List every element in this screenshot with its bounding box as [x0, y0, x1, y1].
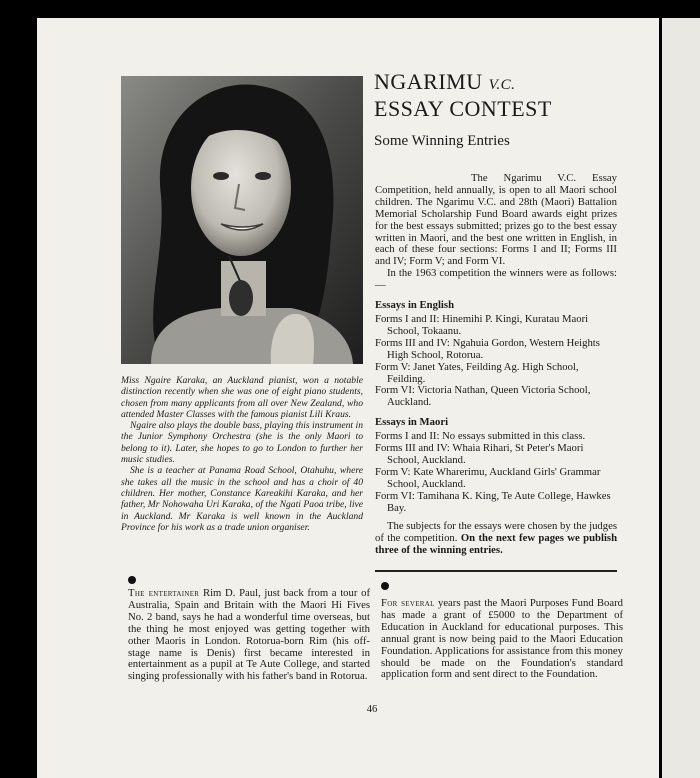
maori-entry: Form V: Kate Wharerimu, Auckland Girls' Grammar School, Auckland. [375, 465, 601, 490]
title-line-1: NGARIMU [374, 69, 483, 94]
maori-heading: Essays in Maori [375, 416, 449, 429]
page-number: 46 [366, 704, 378, 715]
english-heading: Essays in English [375, 299, 455, 312]
grant-lead: For several [381, 597, 435, 609]
grant-paragraph [381, 598, 623, 681]
lead-paragraph: In the 1963 competition the winners were as follows:— [375, 267, 617, 292]
portrait-photo [121, 76, 363, 364]
bullet-icon [381, 582, 389, 590]
photo-caption [121, 375, 363, 533]
article-title [374, 70, 624, 121]
caption-paragraph: Ngaire also plays the double bass, playing this instrument in the Junior Symphony Orchestra (she is the only Maori to belong to it). Later, she hopes to go to London to further her music studies. [121, 420, 363, 466]
title-line-2: ESSAY CONTEST [374, 96, 552, 121]
entertainer-paragraph [128, 588, 370, 683]
section-divider [375, 570, 617, 572]
closing-bold-text: On the next few pages we publish three of the winning entries. [375, 532, 618, 557]
bullet-icon [128, 576, 136, 584]
entertainer-text: Rim D. Paul, just back from a tour of Australia, Spain and Britain with the Maori Hi Fives No. 2 band, says he had a wonderful time overseas, but the thing he most enjoyed was getting together with other Maoris in London. Rotorua-born Rim (his off-stage name is Denis) first became interested in entertainment as a pupil at Te Aute College, and started singing professionally with his father's band in Rotorua. [128, 587, 371, 683]
english-entry: Forms I and II: Hinemihi P. Kingi, Kuratau Maori School, Tokaanu. [375, 312, 589, 337]
english-entry: Form VI: Victoria Nathan, Queen Victoria School, Auckland. [375, 384, 591, 409]
caption-paragraph: Miss Ngaire Karaka, an Auckland pianist, won a notable distinction recently when she was one of eight piano students, chosen from many applicants from all over New Zealand, who attended Master Classes with the famous pianist Lili Kraus. [121, 375, 363, 420]
title-vc: V.C. [488, 77, 516, 93]
grant-text: years past the Maori Purposes Fund Board has made a grant of £5000 to the Department of Education in Auckland for educational purposes. This annual grant is now being paid to the Maori Education Foundation. Applications for assistance from this money should be made on the Foundation's standard application form and sent direct to the Foundation. [381, 597, 624, 681]
maori-entry: Forms III and IV: Whaia Rihari, St Peter's Maori School, Auckland. [375, 442, 584, 466]
next-page-edge [662, 18, 700, 778]
entertainer-lead: The entertainer [128, 587, 200, 599]
closing-text: The subjects for the essays were chosen by the judges of the competition. [375, 520, 618, 545]
maori-entry: Forms I and II: No essays submitted in this class. [375, 430, 586, 443]
caption-paragraph: She is a teacher at Panama Road School, Otahuhu, where she takes all the music in the school and has a choir of 40 children. Her mother, Constance Kareakihi Karaka, and her father, Mr Nohowaha Uri Karaka, of the Ngati Paoa tribe, live in Auckland. Mr Karaka is well known in the Auckland Province for his work as a trade union organiser. [121, 465, 363, 533]
maori-entry: Form VI: Tamihana K. King, Te Aute College, Hawkes Bay. [375, 489, 611, 514]
english-entry: Forms III and IV: Ngahuia Gordon, Western Heights High School, Rotorua. [375, 336, 600, 361]
english-entry: Form V: Janet Yates, Feilding Ag. High School, Feilding. [375, 360, 579, 385]
intro-paragraph: The Ngarimu V.C. Essay Competition, held annually, is open to all Maori school children. The Ngarimu V.C. and 28th (Maori) Battalion Memorial Scholarship Fund Board awards eight prizes for the best essays submitted; prizes go to the best essay written in Maori, and the best one written in English, in each of these four sections: Forms I and II; Forms III and IV; Form V; and Form VI. [375, 172, 617, 268]
article-subtitle: Some Winning Entries [374, 133, 510, 149]
closing-paragraph [375, 521, 617, 557]
article-body [375, 173, 617, 557]
